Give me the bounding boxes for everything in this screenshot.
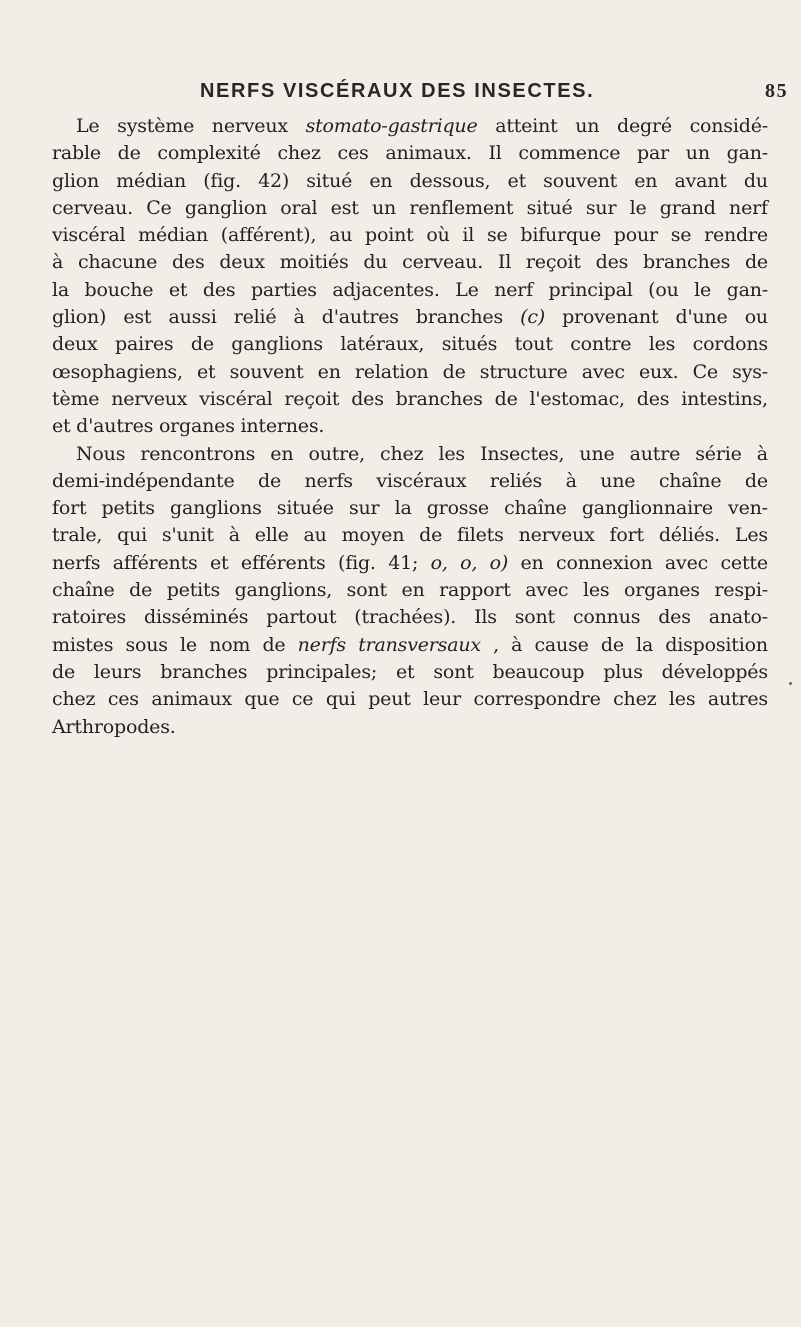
word: beaucoup: [492, 660, 585, 683]
word: nom: [209, 633, 251, 656]
word: système: [117, 115, 195, 137]
word: ganglionnaire: [581, 497, 713, 520]
word: où: [426, 224, 450, 247]
word: petits: [166, 579, 221, 602]
word: organes: [623, 579, 700, 602]
word: branches: [160, 660, 248, 683]
word: demi-indépendante: [52, 469, 235, 492]
word: parties: [250, 278, 317, 301]
word: Il: [488, 142, 502, 165]
word: située: [276, 497, 334, 520]
word: qui: [325, 688, 356, 711]
text-line: [52, 441, 768, 468]
word: à: [511, 633, 523, 656]
word: cause: [534, 633, 589, 656]
word: la: [636, 633, 654, 656]
word: nerveux: [518, 524, 595, 547]
word: par: [637, 142, 670, 165]
word: de: [190, 333, 214, 356]
word: nerf: [494, 278, 534, 301]
word: structure: [479, 360, 568, 383]
word: viscéral: [52, 224, 126, 247]
word: un: [575, 115, 600, 137]
word: elle: [254, 524, 289, 547]
word: glion): [52, 306, 107, 329]
word: aussi: [168, 306, 217, 329]
word: ven-: [728, 497, 768, 520]
word: degré: [617, 115, 672, 137]
word: considé-: [689, 115, 768, 137]
word: ganglion: [184, 196, 267, 219]
word: ganglions: [231, 333, 323, 356]
word: de: [262, 633, 286, 656]
word: ces: [337, 142, 369, 165]
word: autre: [629, 442, 681, 465]
word: fort: [52, 497, 87, 520]
word: se: [486, 224, 508, 247]
word: (ou: [648, 278, 679, 301]
page-number: 85: [765, 80, 789, 102]
word: Insectes,: [480, 442, 565, 465]
word: Les: [734, 524, 768, 547]
word: paires: [114, 333, 174, 356]
word: chacune: [77, 251, 158, 274]
word: chez: [380, 442, 424, 465]
word: et: [168, 278, 188, 301]
paragraph: [52, 113, 768, 441]
text-line: [52, 304, 768, 331]
word: des: [171, 251, 205, 274]
word: viscéraux: [376, 469, 467, 492]
word: des: [636, 387, 670, 410]
word: l'estomac,: [529, 387, 625, 410]
word: cerveau.: [52, 196, 133, 219]
word: d'autres: [321, 306, 399, 329]
word: provenant: [562, 306, 659, 329]
word: s'unit: [161, 524, 214, 547]
running-head: NERFS VISCÉRAUX DES INSECTES.: [200, 80, 595, 102]
word: bouche: [84, 278, 154, 301]
word: ,: [493, 633, 499, 656]
word: disposition: [665, 633, 768, 656]
word: trale,: [52, 524, 103, 547]
word: que: [244, 688, 280, 711]
word: Le: [76, 115, 100, 137]
word: atteint: [495, 115, 558, 137]
word: rendre: [704, 224, 768, 247]
word: glion: [52, 169, 99, 192]
word: ce: [291, 688, 314, 711]
word: stomato-gastrique: [305, 115, 478, 137]
word: rapport: [439, 579, 511, 602]
text-line: [52, 386, 768, 413]
word: relation: [354, 360, 429, 383]
text-line: [52, 331, 768, 358]
word: petits: [101, 497, 155, 520]
word: il: [462, 224, 475, 247]
word: moyen: [341, 524, 405, 547]
word: nerf: [729, 196, 768, 219]
word: à: [756, 442, 768, 465]
word: d'autres: [76, 415, 154, 438]
word: œsophagiens,: [52, 360, 183, 383]
margin-mark: [789, 682, 792, 685]
word: Le: [455, 278, 479, 301]
word: en: [401, 579, 425, 602]
word: 41;: [388, 551, 419, 574]
word: avec: [664, 551, 709, 574]
word: branches: [415, 306, 504, 329]
word: (fig.: [338, 551, 376, 574]
word: les: [648, 333, 676, 356]
word: chaîne: [658, 469, 722, 492]
word: grand: [659, 196, 716, 219]
word: et: [52, 415, 71, 438]
word: ces: [107, 688, 139, 711]
text-line: [52, 359, 768, 386]
text-line: [52, 413, 768, 440]
word: o): [489, 551, 509, 574]
word: en: [270, 442, 294, 465]
word: les: [668, 688, 696, 711]
word: reçoit: [284, 387, 340, 410]
word: de: [442, 360, 466, 383]
word: de: [419, 524, 443, 547]
word: au: [329, 224, 353, 247]
word: reliés: [489, 469, 543, 492]
word: développés: [661, 660, 768, 683]
word: nerfs: [52, 551, 101, 574]
word: tout: [514, 333, 553, 356]
word: Nous: [76, 442, 126, 465]
word: dessous,: [409, 169, 491, 192]
word: de: [600, 633, 624, 656]
word: deux: [52, 333, 98, 356]
word: situés: [441, 333, 498, 356]
word: et: [395, 660, 415, 683]
word: nerfs: [297, 633, 346, 656]
text-line: [52, 222, 768, 249]
word: respi-: [714, 579, 768, 602]
word: du: [743, 169, 768, 192]
word: sur: [348, 497, 380, 520]
word: latéraux,: [340, 333, 425, 356]
word: organes: [158, 415, 235, 438]
word: série: [695, 442, 742, 465]
text-line: [52, 277, 768, 304]
word: Ce: [146, 196, 172, 219]
word: souvent: [229, 360, 304, 383]
word: un: [685, 142, 710, 165]
word: leur: [423, 688, 461, 711]
word: reçoit: [525, 251, 581, 274]
word: chez: [52, 688, 96, 711]
word: une: [600, 469, 636, 492]
text-line: [52, 659, 768, 686]
word: plus: [603, 660, 643, 683]
word: de: [129, 579, 153, 602]
word: de: [117, 142, 141, 165]
word: branches: [395, 387, 483, 410]
word: avec: [525, 579, 569, 602]
word: des: [202, 278, 236, 301]
word: gan-: [726, 142, 768, 165]
word: relié: [233, 306, 277, 329]
word: eux.: [639, 360, 679, 383]
word: la: [394, 497, 412, 520]
word: tème: [52, 387, 100, 410]
word: de: [744, 251, 768, 274]
word: contre: [570, 333, 632, 356]
text-line: [52, 604, 768, 631]
word: oral: [280, 196, 318, 219]
word: à: [228, 524, 240, 547]
word: connexion: [556, 551, 653, 574]
word: la: [52, 278, 70, 301]
word: bifurque: [520, 224, 601, 247]
word: commence: [518, 142, 621, 165]
word: se: [670, 224, 692, 247]
word: avec: [581, 360, 625, 383]
text-line: [52, 495, 768, 522]
word: o,: [430, 551, 448, 574]
word: du: [363, 251, 388, 274]
word: est: [123, 306, 152, 329]
page-header: [0, 80, 801, 110]
word: sont: [433, 660, 474, 683]
word: rencontrons: [140, 442, 256, 465]
text-line: [52, 577, 768, 604]
word: médian: [138, 224, 208, 247]
text-line: [52, 714, 768, 741]
word: le: [629, 196, 647, 219]
word: gan-: [726, 278, 768, 301]
word: rable: [52, 142, 101, 165]
word: chez: [277, 142, 321, 165]
word: des: [595, 251, 629, 274]
word: branches: [643, 251, 731, 274]
word: moitiés: [279, 251, 349, 274]
word: une: [579, 442, 615, 465]
word: outre,: [308, 442, 365, 465]
word: en: [520, 551, 544, 574]
word: principales;: [266, 660, 378, 683]
word: peut: [368, 688, 411, 711]
text-line: [52, 168, 768, 195]
word: et: [210, 551, 229, 574]
word: animaux.: [385, 142, 472, 165]
word: cordons: [692, 333, 768, 356]
word: nerfs: [304, 469, 353, 492]
word: les: [582, 579, 610, 602]
word: (trachées).: [354, 606, 457, 629]
word: ratoires: [52, 606, 127, 629]
word: et: [196, 360, 216, 383]
word: qui: [117, 524, 147, 547]
word: (c): [520, 306, 545, 329]
word: de: [52, 660, 76, 683]
word: un: [371, 196, 397, 219]
word: partout: [266, 606, 337, 629]
word: en: [369, 169, 393, 192]
word: à: [293, 306, 305, 329]
body-text: [52, 113, 768, 741]
word: disséminés: [143, 606, 249, 629]
word: chaîne: [52, 579, 115, 602]
word: de: [744, 469, 768, 492]
word: renflement: [409, 196, 514, 219]
word: de: [494, 387, 518, 410]
word: chaîne: [504, 497, 567, 520]
word: Arthropodes.: [52, 715, 176, 738]
word: chez: [613, 688, 657, 711]
word: Ce: [692, 360, 718, 383]
word: sont: [346, 579, 387, 602]
word: filets: [457, 524, 504, 547]
text-line: [52, 140, 768, 167]
word: de: [257, 469, 281, 492]
word: des: [658, 606, 691, 629]
word: internes.: [240, 415, 325, 438]
word: en: [634, 169, 658, 192]
word: sur: [585, 196, 617, 219]
word: des: [351, 387, 384, 410]
word: principal: [548, 278, 633, 301]
word: cerveau.: [402, 251, 484, 274]
word: sous: [125, 633, 168, 656]
word: (afférent),: [220, 224, 317, 247]
word: situé: [526, 196, 573, 219]
word: en: [317, 360, 341, 383]
text-line: [52, 195, 768, 222]
word: deux: [219, 251, 265, 274]
word: (fig.: [203, 169, 241, 192]
word: situé: [306, 169, 353, 192]
word: animaux: [151, 688, 232, 711]
word: est: [330, 196, 359, 219]
word: Ils: [474, 606, 497, 629]
word: avant: [674, 169, 727, 192]
text-line: [52, 686, 768, 713]
word: sys-: [732, 360, 768, 383]
word: nerveux: [211, 115, 288, 137]
word: leurs: [93, 660, 142, 683]
word: ganglions,: [234, 579, 333, 602]
word: sont: [514, 606, 555, 629]
word: connus: [572, 606, 641, 629]
word: autres: [707, 688, 768, 711]
word: point: [365, 224, 414, 247]
word: le: [694, 278, 712, 301]
word: et: [507, 169, 527, 192]
word: nerveux: [111, 387, 188, 410]
word: déliés.: [658, 524, 721, 547]
word: anato-: [708, 606, 768, 629]
word: fort: [609, 524, 644, 547]
word: au: [303, 524, 327, 547]
text-line: [52, 550, 768, 577]
word: efférents: [240, 551, 326, 574]
text-line: [52, 632, 768, 659]
word: viscéral: [199, 387, 273, 410]
word: le: [180, 633, 197, 656]
word: à: [565, 469, 577, 492]
word: médian: [116, 169, 187, 192]
text-line: [52, 249, 768, 276]
word: grosse: [426, 497, 489, 520]
word: afférents: [112, 551, 198, 574]
word: correspondre: [473, 688, 601, 711]
word: cette: [720, 551, 768, 574]
text-line: [52, 522, 768, 549]
word: pour: [613, 224, 658, 247]
word: à: [52, 251, 64, 274]
text-line: [52, 468, 768, 495]
word: 42): [258, 169, 290, 192]
paragraph: [52, 441, 768, 741]
text-line: [52, 113, 768, 140]
word: adjacentes.: [332, 278, 440, 301]
word: intestins,: [681, 387, 768, 410]
word: mistes: [52, 633, 114, 656]
word: ganglions: [169, 497, 262, 520]
word: d'une: [675, 306, 728, 329]
word: o,: [460, 551, 478, 574]
word: souvent: [543, 169, 618, 192]
word: complexité: [157, 142, 261, 165]
word: Il: [497, 251, 512, 274]
word: transversaux: [358, 633, 481, 656]
word: les: [438, 442, 465, 465]
word: ou: [744, 306, 768, 329]
